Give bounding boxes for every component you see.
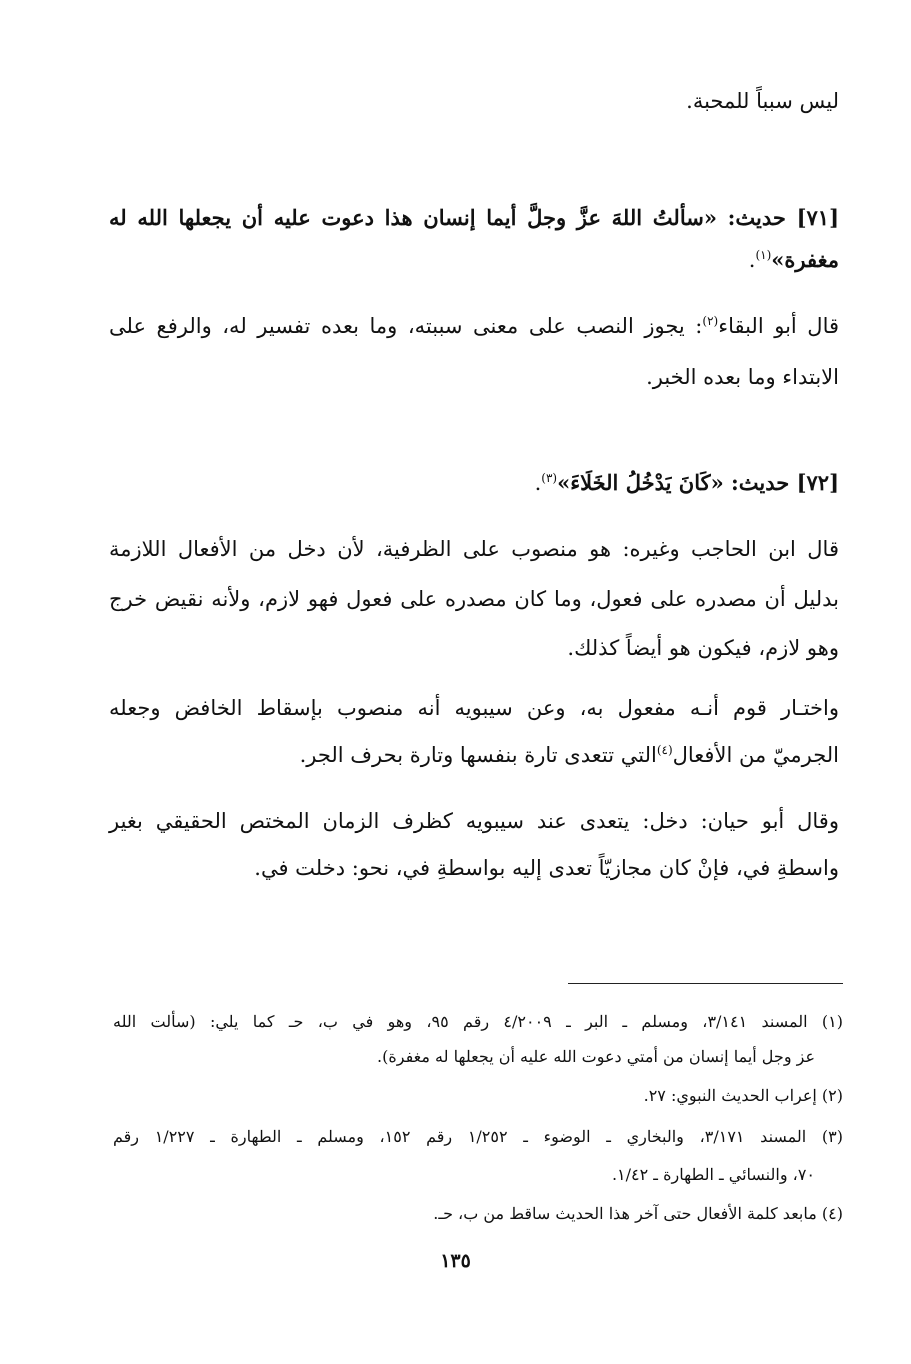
abu-hayyan-line-2 [254, 853, 839, 883]
abu-hayyan-line-1 [109, 806, 839, 836]
ibn-hajib-text-1: قال ابن الحاجب وغيره: هو منصوب على الظرفية، لأن دخل من الأفعال اللازمة [109, 537, 839, 561]
abu-hayyan-text-2: واسطةِ في، فإنْ كان مجازيّاً تعدى إليه بواسطةِ في، نحو: دخلت في. [254, 856, 839, 880]
hadith-71-label: [٧١] حديث: [716, 205, 840, 230]
ibn-hajib-line-3 [567, 633, 839, 663]
footnote-1-text-2: عز وجل أيما إنسان من أمتي دعوت الله عليه أن يجعلها له مغفرة). [377, 1047, 815, 1066]
hadith-71-line-2 [749, 245, 839, 275]
page-number: ١٣٥ [440, 1250, 471, 1272]
period: . [748, 248, 756, 272]
abu-baqa-name: قال أبو البقاء [718, 314, 840, 338]
footnote-ref-3[interactable]: (٣) [541, 471, 558, 485]
footnote-4 [433, 1202, 843, 1226]
text-line-continuation [686, 86, 839, 116]
footnote-separator [568, 983, 843, 984]
footnote-3-line-1 [113, 1125, 843, 1149]
footnote-4-text: (٤) مابعد كلمة الأفعال حتى آخر هذا الحديث ساقط من ب، حـ. [433, 1204, 843, 1223]
footnote-2-text: (٢) إعراب الحديث النبوي: ٢٧. [643, 1086, 843, 1105]
hadith-71-text-end: مغفرة» [771, 247, 839, 272]
footnote-1-line-2 [377, 1045, 815, 1069]
abu-hayyan-text-1: وقال أبو حيان: دخل: يتعدى عند سيبويه كظرف الزمان المختص الحقيقي بغير [109, 809, 839, 833]
footnote-ref-4[interactable]: (٤) [656, 743, 673, 757]
footnote-2 [644, 1084, 843, 1108]
ikhtar-text-2b: التي تتعدى تارة بنفسها وتارة بحرف الجر. [299, 743, 657, 767]
ikhtar-text-1: واختـار قوم أنـه مفعول به، وعن سيبويه أنه منصوب بإسقاط الخافض وجعله [109, 696, 839, 720]
continuation-text: ليس سبباً للمحبة. [686, 89, 839, 113]
abu-baqa-text: : يجوز النصب على معنى سببته، وما بعده تفسير له، والرفع على [109, 314, 703, 338]
ibn-hajib-line-1 [109, 534, 839, 564]
footnote-3-text-1: (٣) المسند ٣/١٧١، والبخاري ـ الوضوء ـ ١/٢٥٢ رقم ١٥٢، ومسلم ـ الطهارة ـ ١/٢٢٧ رقم [113, 1127, 844, 1146]
ikhtar-line-1 [109, 693, 839, 723]
footnote-ref-2[interactable]: (٢) [702, 314, 719, 328]
hadith-72-line [535, 468, 839, 498]
footnote-ref-1[interactable]: (١) [755, 248, 772, 262]
abu-baqa-line-1 [109, 311, 839, 341]
footnote-1-text-1: (١) المسند ٣/١٤١، ومسلم ـ البر ـ ٤/٢٠٠٩ رقم ٩٥، وهو في ب، حـ كما يلي: (سألت الله [113, 1012, 844, 1031]
abu-baqa-text-end: الابتداء وما بعده الخبر. [646, 365, 839, 389]
ikhtar-line-2 [300, 740, 839, 770]
footnote-3-text-2: ٧٠، والنسائي ـ الطهارة ـ ١/٤٢. [611, 1165, 815, 1184]
hadith-72-label: [٧٢] حديث: [723, 470, 839, 495]
footnote-3-line-2 [612, 1163, 815, 1187]
hadith-71-text: «سألتُ اللهَ عزَّ وجلَّ أيما إنسان هذا دعوت عليه أن يجعلها الله له [109, 205, 717, 230]
ibn-hajib-line-2 [109, 584, 839, 614]
footnote-1-line-1 [113, 1010, 843, 1034]
period: . [534, 471, 542, 495]
ikhtar-text-2a: الجرميّ من الأفعال [672, 743, 839, 767]
hadith-72-text: «كَانَ يَدْخُلُ الخَلَاءَ» [557, 470, 724, 495]
hadith-71-line-1 [109, 203, 839, 233]
ibn-hajib-text-3: وهو لازم، فيكون هو أيضاً كذلك. [567, 636, 839, 660]
ibn-hajib-text-2: بدليل أن مصدره على فعول، وما كان مصدره على فعول فهو لازم، ولأنه نقيض خرج [109, 587, 839, 611]
abu-baqa-line-2 [646, 362, 839, 392]
